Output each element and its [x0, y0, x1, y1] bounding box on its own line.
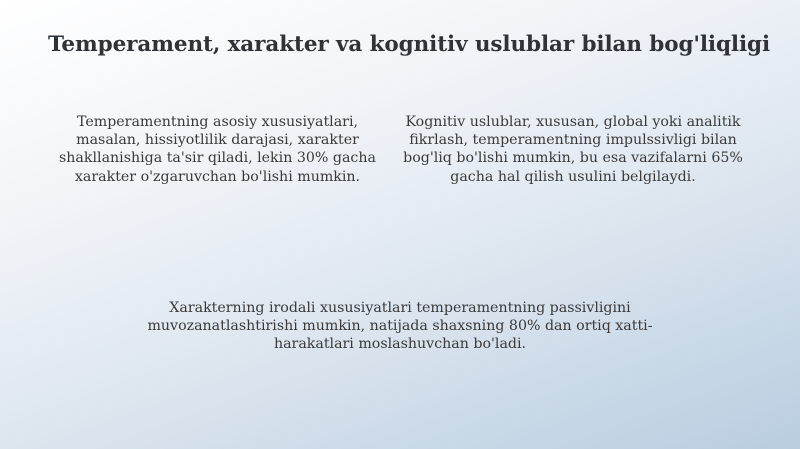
- text-block-left: Temperamentning asosiy xususiyatlari, masalan, hissiyotlilik darajasi, xarakter shakllanishiga ta'sir qiladi, lekin 30% gacha xarakter o'zgaruvchan bo'lishi mumkin.: [59, 114, 376, 185]
- slide-title: Temperament, xarakter va kognitiv uslublar bilan bog'liqligi: [48, 32, 771, 57]
- text-block-right: Kognitiv uslublar, xususan, global yoki analitik fikrlash, temperamentning impulssivligi bilan bog'liq bo'lishi mumkin, bu esa vazifalarni 65% gacha hal qilish usulini belgilaydi.: [403, 114, 743, 185]
- text-block-bottom: Xarakterning irodali xususiyatlari temperamentning passivligini muvozanatlashtirishi mumkin, natijada shaxsning 80% dan ortiq xatti-harakatlari moslashuvchan bo'ladi.: [147, 300, 653, 353]
